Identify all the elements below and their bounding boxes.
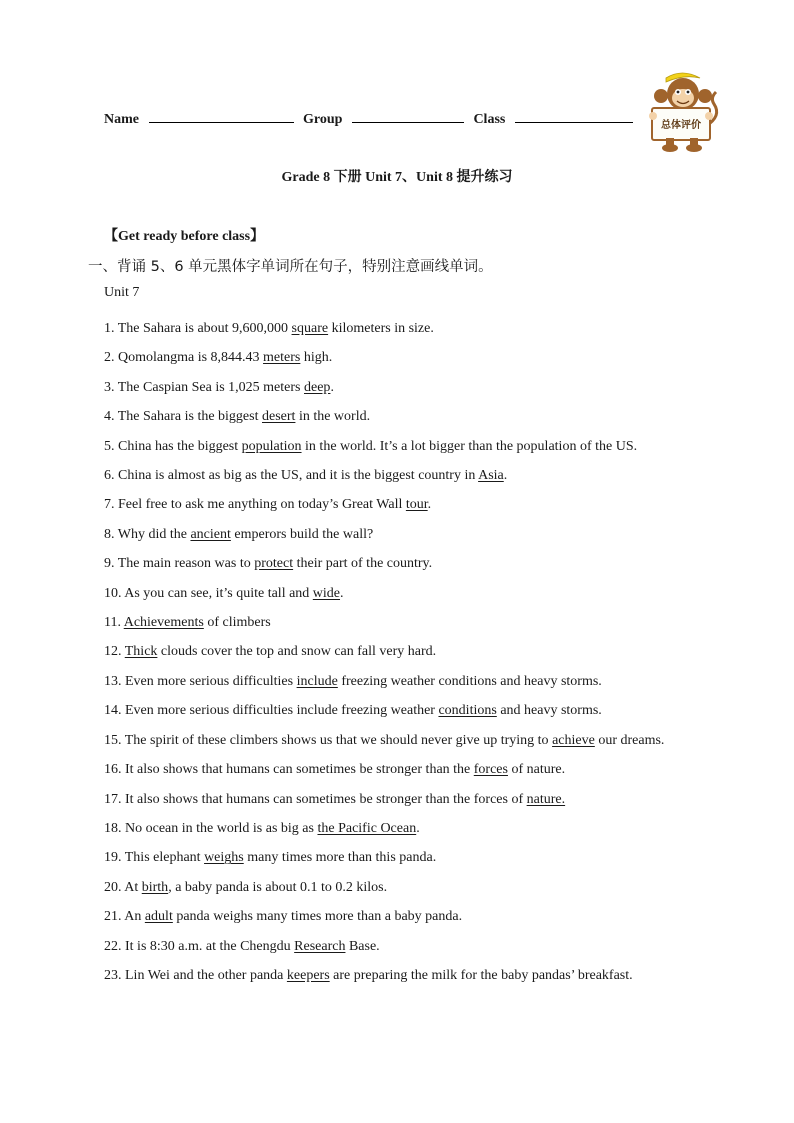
underlined-word: include xyxy=(296,673,338,689)
sentence-text: 10. As you can see, it’s quite tall and xyxy=(104,585,313,601)
sentence-line xyxy=(72,726,722,755)
sentence-line xyxy=(72,579,722,608)
sentence-line xyxy=(72,549,722,578)
underlined-word: Thick xyxy=(124,644,158,660)
underlined-word: Asia xyxy=(478,468,504,484)
sentence-line xyxy=(72,520,722,549)
sentence-text: . xyxy=(503,468,508,484)
sentence-text: are preparing the milk for the baby pandas’ breakfast. xyxy=(329,967,633,983)
underlined-word: ancient xyxy=(190,526,231,542)
sentence-text: their part of the country. xyxy=(293,556,433,572)
group-label: Group xyxy=(303,112,343,127)
underlined-word: adult xyxy=(144,909,173,925)
sentence-line xyxy=(72,785,722,814)
sentence-line xyxy=(72,343,722,372)
sentence-line xyxy=(72,402,722,431)
sentence-text: and heavy storms. xyxy=(496,703,602,719)
underlined-word: protect xyxy=(254,556,294,572)
sentence-text: . xyxy=(330,379,334,395)
sentence-line xyxy=(72,755,722,784)
sentence-line xyxy=(72,667,722,696)
sentence-line xyxy=(72,490,722,519)
sentence-text: 1. The Sahara is about 9,600,000 xyxy=(104,321,292,336)
underlined-word: Achievements xyxy=(123,615,204,631)
sentence-line xyxy=(72,373,722,402)
underlined-word: birth xyxy=(141,879,169,895)
underlined-word: the Pacific Ocean xyxy=(317,820,417,836)
badge-text: 总体评价 xyxy=(661,120,701,131)
name-blank[interactable] xyxy=(149,108,294,123)
sentence-text: of nature. xyxy=(507,762,566,778)
sentence-text: 8. Why did the xyxy=(104,526,191,542)
sentence-text: 19. This elephant xyxy=(104,850,205,866)
instruction-text: 一、背诵 5、6 单元黑体字单词所在句子，特别注意画线单词。 xyxy=(88,259,493,275)
sentence-text: 11. xyxy=(104,615,124,631)
underlined-word: square xyxy=(291,321,329,336)
sentence-text: 3. The Caspian Sea is 1,025 meters xyxy=(104,379,304,395)
sentence-text: Base. xyxy=(345,938,380,954)
sentence-text: kilometers in size. xyxy=(328,321,434,336)
sentence-text: 21. An xyxy=(104,909,145,925)
sentence-text: freezing weather conditions and heavy storms. xyxy=(337,673,602,689)
underlined-word: keepers xyxy=(286,967,330,983)
class-blank[interactable] xyxy=(515,108,633,123)
sentence-line xyxy=(72,843,722,872)
section-heading: 【Get ready before class】 xyxy=(104,229,265,244)
sentence-line xyxy=(72,432,722,461)
sentence-text: 17. It also shows that humans can sometimes be stronger than the forces of xyxy=(104,791,527,807)
sentence-text: 2. Qomolangma is 8,844.43 xyxy=(104,350,264,366)
class-label: Class xyxy=(473,112,506,127)
sentence-text: 14. Even more serious difficulties include freezing weather xyxy=(104,703,439,719)
sentence-text: 12. xyxy=(104,644,125,660)
sentence-text: 23. Lin Wei and the other panda xyxy=(104,967,287,983)
sentence-text: 7. Feel free to ask me anything on today’s Great Wall xyxy=(104,497,406,513)
sentence-line xyxy=(72,961,722,990)
underlined-word: conditions xyxy=(438,703,497,719)
sentence-text: 4. The Sahara is the biggest xyxy=(104,409,262,425)
sentence-text: in the world. It’s a lot bigger than the population of the US. xyxy=(301,438,638,454)
monkey-evaluation-badge xyxy=(644,70,722,154)
sentence-line xyxy=(72,461,722,490)
sentence-text: our dreams. xyxy=(594,732,665,748)
sentence-text: high. xyxy=(300,350,333,366)
underlined-word: population xyxy=(241,438,302,454)
group-blank[interactable] xyxy=(352,108,464,123)
sentence-line xyxy=(72,608,722,637)
underlined-word: meters xyxy=(263,350,301,366)
sentence-text: 15. The spirit of these climbers shows us that we should never give up trying to xyxy=(104,732,553,748)
underlined-word: desert xyxy=(262,409,296,425)
sentence-text: . xyxy=(340,585,344,601)
sentence-text: 20. At xyxy=(104,879,142,895)
sentence-line xyxy=(72,696,722,725)
sentence-text: 18. No ocean in the world is as big as xyxy=(104,820,318,836)
underlined-word: weighs xyxy=(204,850,244,866)
student-info-header xyxy=(104,108,639,128)
sentence-line xyxy=(72,314,722,343)
sentence-line xyxy=(72,902,722,931)
underlined-word: tour xyxy=(405,497,428,513)
sentence-text: clouds cover the top and snow can fall very hard. xyxy=(157,644,437,660)
underlined-word: nature. xyxy=(526,791,566,807)
sentence-text: 6. China is almost as big as the US, and it is the biggest country in xyxy=(104,468,479,484)
sentence-text: 22. It is 8:30 a.m. at the Chengdu xyxy=(104,938,295,954)
sentence-text: panda weighs many times more than a baby panda. xyxy=(172,909,463,925)
sentence-text: . xyxy=(427,497,432,513)
sentence-text: emperors build the wall? xyxy=(230,526,374,542)
sentence-text: 16. It also shows that humans can sometimes be stronger than the xyxy=(104,762,474,778)
underlined-word: deep xyxy=(304,379,331,395)
sentence-text: 9. The main reason was to xyxy=(104,556,255,572)
sentence-text: many times more than this panda. xyxy=(243,850,437,866)
name-label: Name xyxy=(104,112,139,127)
sentence-text: , a baby panda is about 0.1 to 0.2 kilos. xyxy=(168,879,388,895)
sentence-line xyxy=(72,637,722,666)
worksheet-title: Grade 8 下册 Unit 7、Unit 8 提升练习 xyxy=(281,170,513,185)
underlined-word: wide xyxy=(312,585,341,601)
sentence-text: 5. China has the biggest xyxy=(104,438,242,454)
sentence-text: in the world. xyxy=(295,409,371,425)
sentence-text: . xyxy=(416,820,420,836)
sentence-line xyxy=(72,873,722,902)
underlined-word: forces xyxy=(473,762,508,778)
sentence-line xyxy=(72,932,722,961)
sentence-line xyxy=(72,814,722,843)
underlined-word: Research xyxy=(294,938,346,954)
sentence-text: 13. Even more serious difficulties xyxy=(104,673,297,689)
sentence-list xyxy=(72,314,722,990)
sentence-text: of climbers xyxy=(203,615,271,631)
underlined-word: achieve xyxy=(552,732,595,748)
unit-label: Unit 7 xyxy=(104,285,140,300)
